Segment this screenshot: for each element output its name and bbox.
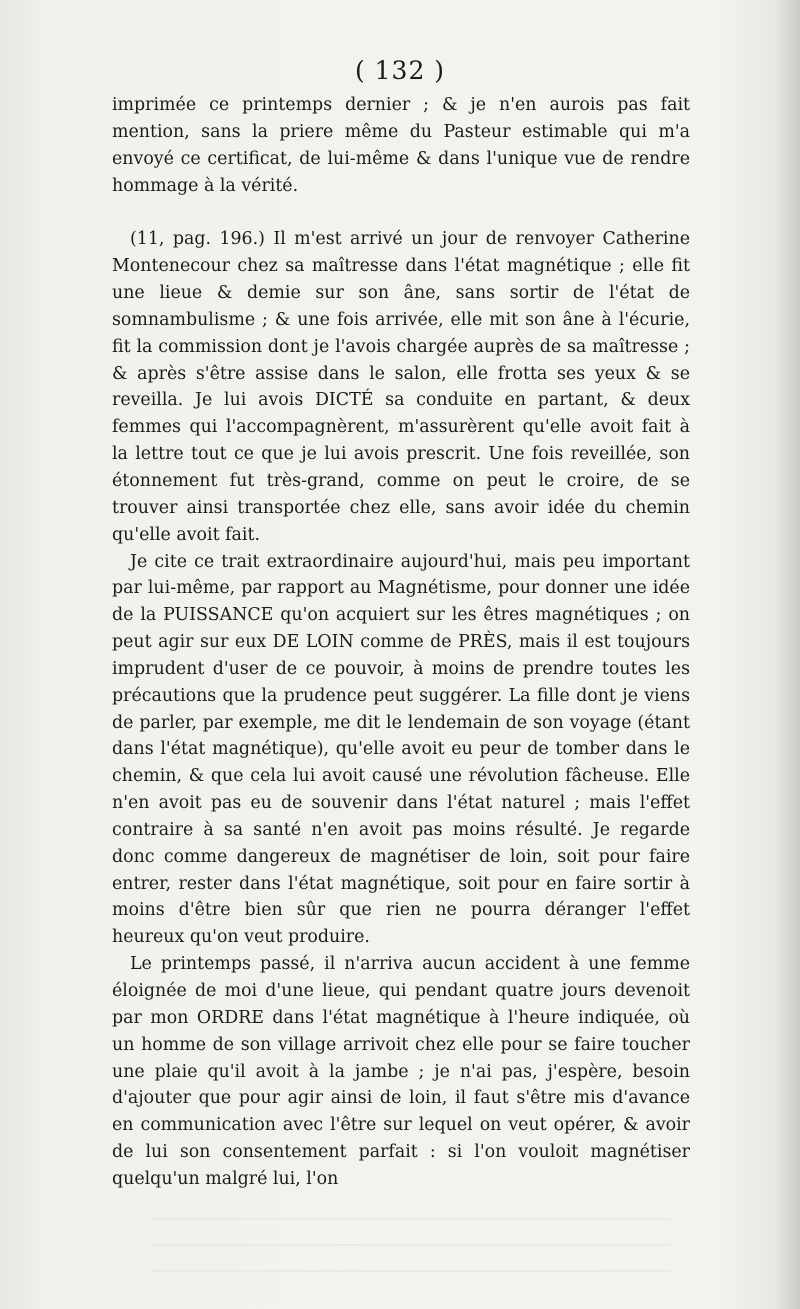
paragraph-2-footnote-11: (11, pag. 196.) Il m'est arrivé un jour de renvoyer Catherine Montenecour chez sa maîtresse dans l'état magnétique ; elle fit une lieue & demie sur son âne, sans sortir de l'état de somnambulisme ; & une fois arrivée, elle mit son âne à l'écurie, fit la commission dont je l'avois chargée auprès de sa maîtresse ; & après s'être assise dans le salon, elle frotta ses yeux & se reveilla. Je lui avois DICTÉ sa conduite en partant, & deux femmes qui l'accompagnèrent, m'assurèrent qu'elle avoit fait à la lettre tout ce que je lui avois prescrit. Une fois reveillée, son étonnement fut très-grand, comme on peut le croire, de se trouver ainsi transportée chez elle, sans avoir idée du chemin qu'elle avoit fait.: [112, 229, 690, 545]
paragraph-4: Le printemps passé, il n'arriva aucun accident à une femme éloignée de moi d'une lieue, qui pendant quatre jours devenoit par mon ORDRE dans l'état magnétique à l'heure indiquée, où un homme de son village arrivoit chez elle pour se faire toucher une plaie qu'il avoit à la jambe ; je n'ai pas, j'espère, besoin d'ajouter que pour agir ainsi de loin, il faut s'être mis d'avance en communication avec l'être sur lequel on veut opérer, & avoir de lui son consentement parfait : si l'on vouloit magnétiser quelqu'un malgré lui, l'on: [112, 954, 690, 1189]
page-edge-shadow: [774, 0, 800, 1309]
paragraph-1: imprimée ce printemps dernier ; & je n'en aurois pas fait mention, sans la priere même du Pasteur estimable qui m'a envoyé ce certificat, de lui-même & dans l'unique vue de rendre hommage à la vérité.: [112, 95, 690, 196]
bleed-through-lines: [150, 1212, 670, 1272]
body-text: [112, 92, 690, 1193]
page-number: ( 132 ): [354, 56, 446, 85]
paragraph-3: Je cite ce trait extraordinaire aujourd'hui, mais peu important par lui-même, par rapport au Magnétisme, pour donner une idée de la PUISSANCE qu'on acquiert sur les êtres magnétiques ; on peut agir sur eux DE LOIN comme de PRÈS, mais il est toujours imprudent d'user de ce pouvoir, à moins de prendre toutes les précautions que la prudence peut suggérer. La fille dont je viens de parler, par exemple, me dit le lendemain de son voyage (étant dans l'état magnétique), qu'elle avoit eu peur de tomber dans le chemin, & que cela lui avoit causé une révolution fâcheuse. Elle n'en avoit pas eu de souvenir dans l'état naturel ; mais l'effet contraire à sa santé n'en avoit pas moins résulté. Je regarde donc comme dangereux de magnétiser de loin, soit pour faire entrer, rester dans l'état magnétique, soit pour en faire sortir à moins d'être bien sûr que rien ne pourra déranger l'effet heureux qu'on veut produire.: [112, 551, 690, 948]
